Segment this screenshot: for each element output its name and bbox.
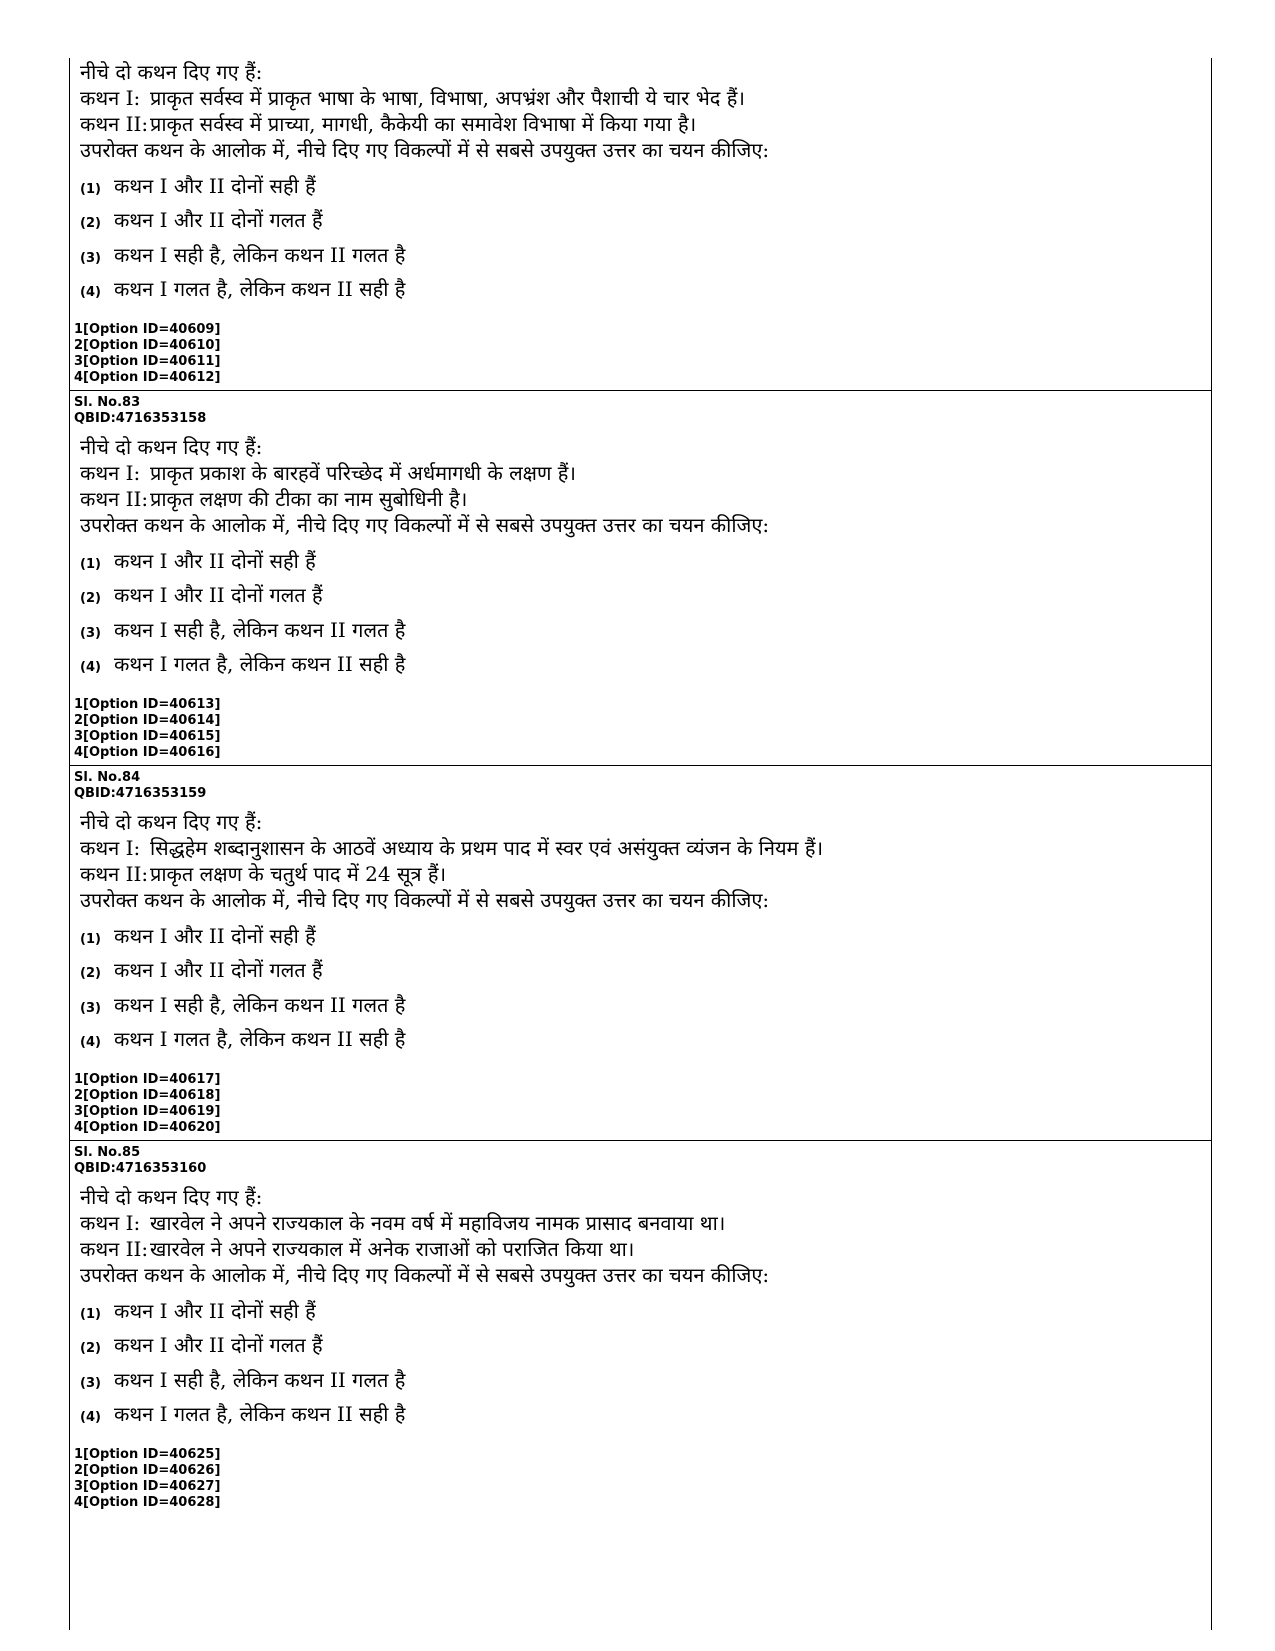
option-number: (2) [80, 216, 101, 231]
question-instruction: उपरोक्त कथन के आलोक में, नीचे दिए गए विकल्पों में से सबसे उपयुक्त उत्तर का चयन कीजिए: [80, 888, 770, 912]
option-text: कथन I सही है, लेकिन कथन II गलत है [114, 993, 406, 1017]
question-block [70, 765, 1211, 1140]
option-2 [80, 956, 323, 983]
option-text: कथन I और II दोनों गलत हैं [114, 583, 323, 607]
option-id: 1[Option ID=40613] [74, 697, 221, 712]
qbid: QBID:4716353159 [74, 786, 207, 801]
option-number: (3) [80, 626, 101, 641]
option-text: कथन I गलत है, लेकिन कथन II सही है [114, 652, 406, 676]
statement-2-label: कथन II: [80, 487, 149, 511]
option-4 [80, 275, 405, 302]
option-number: (1) [80, 182, 101, 197]
option-ids [74, 697, 220, 761]
option-id: 4[Option ID=40620] [74, 1120, 221, 1135]
question-intro: नीचे दो कथन दिए गए हैं: [80, 435, 263, 459]
option-number: (4) [80, 1035, 101, 1050]
option-id: 2[Option ID=40626] [74, 1463, 221, 1478]
qbid: QBID:4716353158 [74, 411, 207, 426]
option-text: कथन I और II दोनों गलत हैं [114, 958, 323, 982]
option-text: कथन I और II दोनों गलत हैं [114, 208, 323, 232]
option-number: (1) [80, 557, 101, 572]
option-number: (3) [80, 251, 101, 266]
option-id: 4[Option ID=40628] [74, 1495, 221, 1510]
question-paper-page [69, 58, 1212, 1630]
question-intro: नीचे दो कथन दिए गए हैं: [80, 60, 263, 84]
statement-2-label: कथन II: [80, 862, 149, 886]
question-instruction: उपरोक्त कथन के आलोक में, नीचे दिए गए विकल्पों में से सबसे उपयुक्त उत्तर का चयन कीजिए: [80, 1263, 770, 1287]
option-number: (2) [80, 1341, 101, 1356]
option-2 [80, 581, 323, 608]
statement-1-text: खारवेल ने अपने राज्यकाल के नवम वर्ष में महाविजय नामक प्रासाद बनवाया था। [150, 1211, 726, 1235]
option-number: (4) [80, 660, 101, 675]
option-4 [80, 650, 405, 677]
statement-1-text: प्राकृत प्रकाश के बारहवें परिच्छेद में अर्धमागधी के लक्षण हैं। [150, 461, 576, 485]
statement-1 [80, 84, 745, 111]
option-text: कथन I सही है, लेकिन कथन II गलत है [114, 618, 406, 642]
statement-2-text: प्राकृत लक्षण की टीका का नाम सुबोधिनी है। [150, 487, 468, 511]
option-text: कथन I सही है, लेकिन कथन II गलत है [114, 1368, 406, 1392]
option-id: 3[Option ID=40619] [74, 1104, 221, 1119]
option-number: (2) [80, 591, 101, 606]
option-number: (3) [80, 1376, 101, 1391]
option-text: कथन I और II दोनों सही हैं [114, 174, 316, 198]
option-id: 2[Option ID=40614] [74, 713, 221, 728]
serial-number: Sl. No.83 [74, 395, 141, 410]
option-text: कथन I और II दोनों सही हैं [114, 924, 316, 948]
serial-number: Sl. No.85 [74, 1145, 141, 1160]
question-instruction: उपरोक्त कथन के आलोक में, नीचे दिए गए विकल्पों में से सबसे उपयुक्त उत्तर का चयन कीजिए: [80, 138, 770, 162]
option-text: कथन I और II दोनों सही हैं [114, 549, 316, 573]
option-id: 1[Option ID=40609] [74, 322, 221, 337]
option-2 [80, 206, 323, 233]
qbid: QBID:4716353160 [74, 1161, 207, 1176]
option-text: कथन I सही है, लेकिन कथन II गलत है [114, 243, 406, 267]
statement-1 [80, 1209, 725, 1236]
statement-2-text: खारवेल ने अपने राज्यकाल में अनेक राजाओं को पराजित किया था। [150, 1237, 635, 1261]
option-id: 3[Option ID=40615] [74, 729, 221, 744]
option-id: 4[Option ID=40612] [74, 370, 221, 385]
question-block [70, 58, 1211, 390]
option-3 [80, 991, 405, 1018]
statement-1-text: प्राकृत सर्वस्व में प्राकृत भाषा के भाषा, विभाषा, अपभ्रंश और पैशाची ये चार भेद हैं। [150, 86, 745, 110]
statement-1-label: कथन I: [80, 86, 141, 110]
option-number: (2) [80, 966, 101, 981]
option-2 [80, 1331, 323, 1358]
option-1 [80, 172, 316, 199]
option-3 [80, 616, 405, 643]
serial-number: Sl. No.84 [74, 770, 141, 785]
option-3 [80, 241, 405, 268]
question-intro: नीचे दो कथन दिए गए हैं: [80, 1185, 263, 1209]
option-number: (4) [80, 1410, 101, 1425]
option-1 [80, 1297, 316, 1324]
option-text: कथन I और II दोनों सही हैं [114, 1299, 316, 1323]
option-ids [74, 1072, 220, 1136]
statement-2-label: कथन II: [80, 112, 149, 136]
option-number: (1) [80, 932, 101, 947]
statement-1-label: कथन I: [80, 461, 141, 485]
statement-2-text: प्राकृत लक्षण के चतुर्थ पाद में 24 सूत्र हैं। [150, 862, 447, 886]
statement-2 [80, 485, 467, 512]
option-ids [74, 322, 220, 386]
statement-2 [80, 1235, 634, 1262]
option-id: 2[Option ID=40618] [74, 1088, 221, 1103]
option-id: 1[Option ID=40617] [74, 1072, 221, 1087]
statement-2 [80, 860, 446, 887]
option-4 [80, 1025, 405, 1052]
statement-1-label: कथन I: [80, 1211, 141, 1235]
option-1 [80, 547, 316, 574]
question-intro: नीचे दो कथन दिए गए हैं: [80, 810, 263, 834]
option-text: कथन I गलत है, लेकिन कथन II सही है [114, 1027, 406, 1051]
option-3 [80, 1366, 405, 1393]
option-ids [74, 1447, 220, 1511]
option-text: कथन I गलत है, लेकिन कथन II सही है [114, 277, 406, 301]
option-id: 3[Option ID=40627] [74, 1479, 221, 1494]
option-4 [80, 1400, 405, 1427]
statement-2 [80, 110, 696, 137]
statement-2-label: कथन II: [80, 1237, 149, 1261]
option-id: 2[Option ID=40610] [74, 338, 221, 353]
statement-1 [80, 459, 576, 486]
option-id: 3[Option ID=40611] [74, 354, 221, 369]
option-number: (1) [80, 1307, 101, 1322]
option-id: 4[Option ID=40616] [74, 745, 221, 760]
statement-2-text: प्राकृत सर्वस्व में प्राच्या, मागधी, कैकेयी का समावेश विभाषा में किया गया है। [150, 112, 697, 136]
question-block [70, 1140, 1211, 1515]
option-number: (3) [80, 1001, 101, 1016]
option-text: कथन I और II दोनों गलत हैं [114, 1333, 323, 1357]
statement-1-label: कथन I: [80, 836, 141, 860]
question-instruction: उपरोक्त कथन के आलोक में, नीचे दिए गए विकल्पों में से सबसे उपयुक्त उत्तर का चयन कीजिए: [80, 513, 770, 537]
option-number: (4) [80, 285, 101, 300]
statement-1-text: सिद्धहेम शब्दानुशासन के आठवें अध्याय के प्रथम पाद में स्वर एवं असंयुक्त व्यंजन के नियम हैं। [150, 836, 824, 860]
option-text: कथन I गलत है, लेकिन कथन II सही है [114, 1402, 406, 1426]
option-1 [80, 922, 316, 949]
question-block [70, 390, 1211, 765]
statement-1 [80, 834, 823, 861]
option-id: 1[Option ID=40625] [74, 1447, 221, 1462]
